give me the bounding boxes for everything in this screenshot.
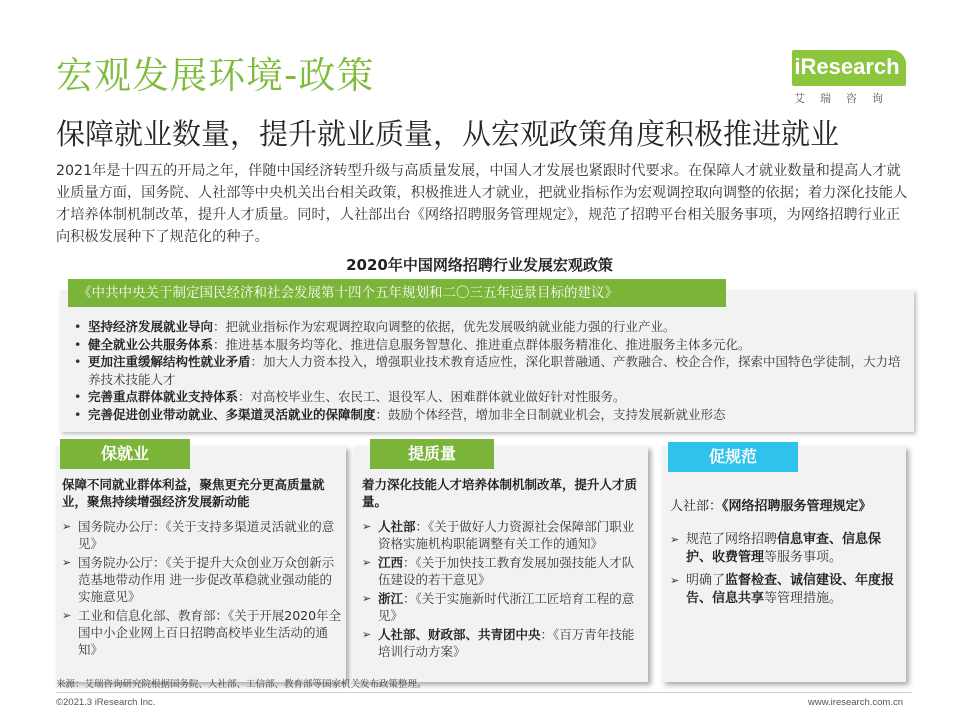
list-item: ➢ 浙江：《关于实施新时代浙江工匠培育工程的意见》 bbox=[362, 590, 644, 624]
iresearch-logo bbox=[788, 50, 912, 106]
list-item: ➢ 国务院办公厅：《关于支持多渠道灵活就业的意见》 bbox=[62, 518, 342, 552]
source-note: 来源：艾瑞咨询研究院根据国务院、人社部、工信部、教育部等国家机关发布政策整理。 bbox=[56, 679, 427, 690]
card-standardization-body bbox=[670, 498, 900, 611]
policy-item: • 完善促进创业带动就业、多渠道灵活就业的保障制度：鼓励个体经营，增加非全日制就业机会，支持发展新就业形态 bbox=[74, 406, 904, 424]
intro-paragraph: 2021年是十四五的开局之年，伴随中国经济转型升级与高质量发展，中国人才发展也紧跟时代要求。在保障人才就业数量和提高人才就业质量方面，国务院、人社部等中央机关出台相关政策，积极推进人才就业，把就业指标作为宏观调控取向调整的依据；着力深化技能人才培养体制机制改革，提升人才质量。同时，人社部出台《网络招聘服务管理规定》，规范了招聘平台相关服务事项，为网络招聘行业正向积极发展种下了规范化的种子。 bbox=[56, 163, 908, 245]
list-item: ➢ 江西：《关于加快技工教育发展加强技能人才队伍建设的若干意见》 bbox=[362, 554, 644, 588]
page-title: 宏观发展环境-政策 bbox=[56, 54, 375, 97]
card-list bbox=[670, 531, 900, 609]
policy-item: • 更加注重缓解结构性就业矛盾：加大人力资本投入，增强职业技术教育适应性，深化职普融通、产教融合、校企合作，探索中国特色学徒制，大力培养技术技能人才 bbox=[74, 353, 904, 388]
card-list bbox=[62, 518, 342, 658]
footer-divider bbox=[56, 692, 912, 693]
list-item: ➢ 工业和信息化部、教育部：《关于开展2020年全国中小企业网上百日招聘高校毕业生活动的通知》 bbox=[62, 607, 342, 658]
website-url: www.iresearch.com.cn bbox=[807, 697, 903, 708]
policy-list bbox=[74, 318, 904, 423]
list-item: ➢ 规范了网络招聘信息审查、信息保护、收费管理等服务事项。 bbox=[670, 531, 900, 568]
policy-item: • 坚持经济发展就业导向：把就业指标作为宏观调控取向调整的依据，优先发展吸纳就业能力强的行业产业。 bbox=[74, 318, 904, 336]
card-employment-body bbox=[62, 476, 342, 660]
section-heading: 2020年中国网络招聘行业发展宏观政策 bbox=[346, 256, 613, 274]
page-subtitle: 保障就业数量，提升就业质量，从宏观政策角度积极推进就业 bbox=[56, 117, 840, 151]
list-item: ➢ 人社部、财政部、共青团中央：《百万青年技能培训行动方案》 bbox=[362, 626, 644, 660]
logo-text: iResearch bbox=[794, 54, 900, 79]
list-item: ➢ 国务院办公厅：《关于提升大众创业万众创新示范基地带动作用 进一步促改革稳就业强动能的实施意见》 bbox=[62, 554, 342, 605]
card-lead: 人社部：《网络招聘服务管理规定》 bbox=[670, 499, 872, 514]
card-lead: 着力深化技能人才培养体制机制改革，提升人才质量。 bbox=[362, 477, 638, 509]
logo-chinese-name: 艾瑞咨询 bbox=[794, 92, 898, 105]
list-item: ➢ 明确了监督检查、诚信建设、年度报告、信息共享等管理措施。 bbox=[670, 572, 900, 609]
policy-item: • 健全就业公共服务体系：推进基本服务均等化、推进信息服务智慧化、推进重点群体服务精准化、推进服务主体多元化。 bbox=[74, 336, 904, 354]
card-lead: 保障不同就业群体利益，聚焦更充分更高质量就业，聚焦持续增强经济发展新动能 bbox=[62, 477, 325, 509]
tag-standardization: 促规范 bbox=[668, 442, 798, 472]
tag-employment: 保就业 bbox=[60, 439, 190, 469]
tag-quality: 提质量 bbox=[370, 439, 494, 469]
policy-item: • 完善重点群体就业支持体系：对高校毕业生、农民工、退役军人、困难群体就业做好针对性服务。 bbox=[74, 388, 904, 406]
list-item: ➢ 人社部：《关于做好人力资源社会保障部门职业资格实施机构职能调整有关工作的通知》 bbox=[362, 518, 644, 552]
card-quality-body bbox=[362, 476, 644, 662]
copyright: ©2021.3 iResearch Inc. bbox=[56, 697, 156, 708]
policy-banner: 《中共中央关于制定国民经济和社会发展第十四个五年规划和二〇三五年远景目标的建议》 bbox=[68, 279, 726, 307]
card-list bbox=[362, 518, 644, 660]
